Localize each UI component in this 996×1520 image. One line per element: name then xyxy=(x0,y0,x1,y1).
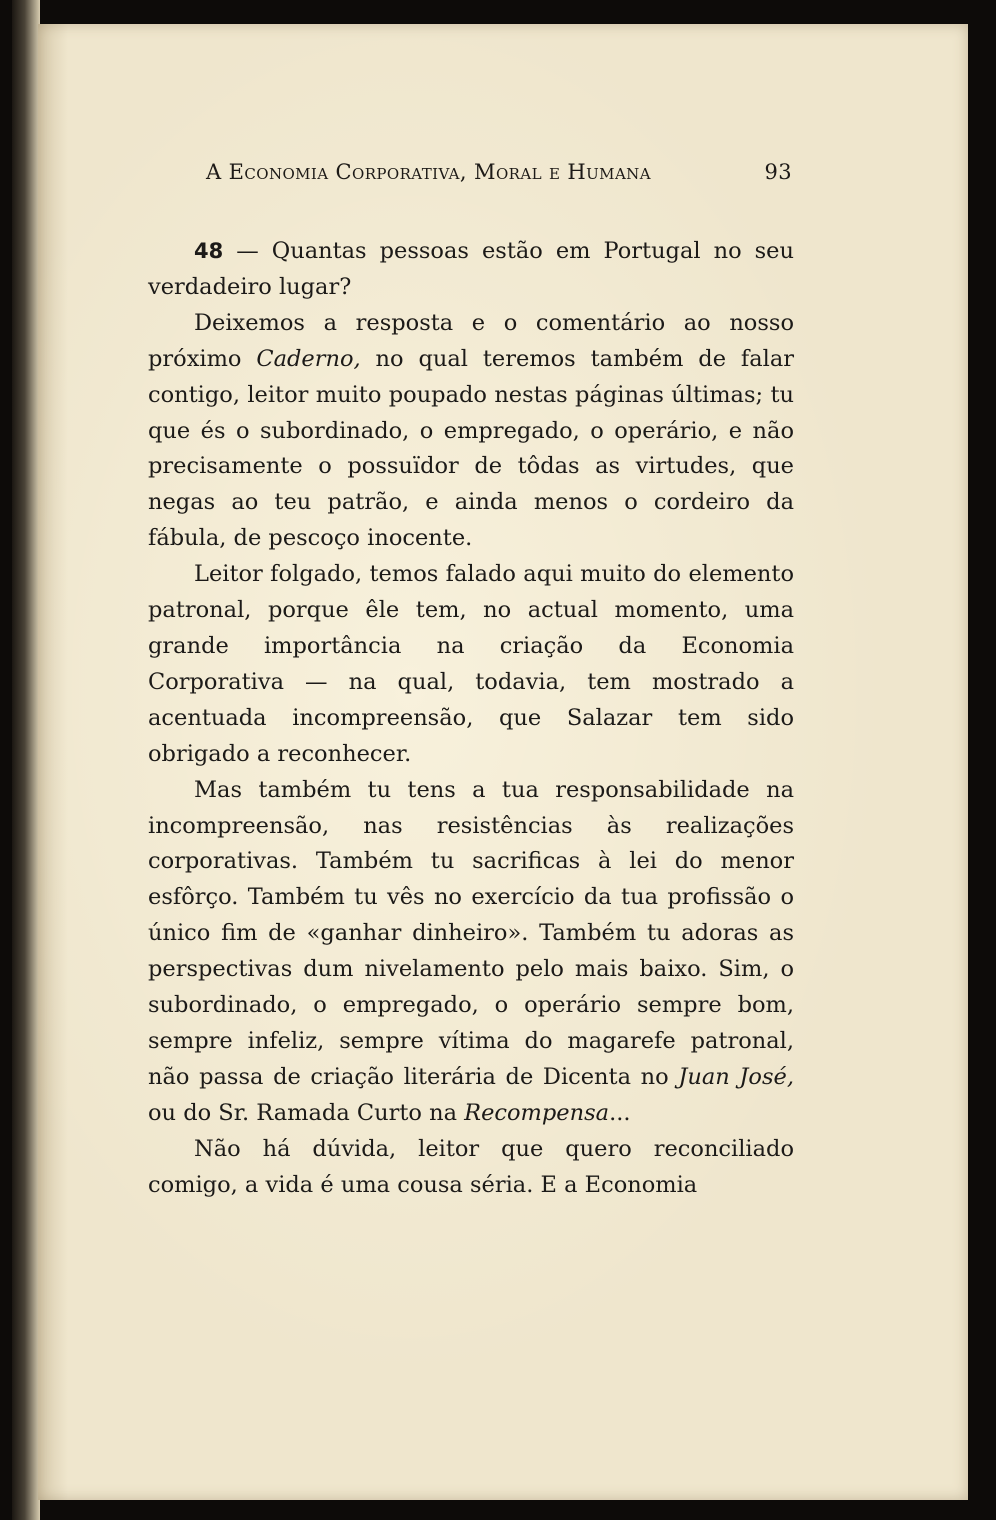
question-paragraph xyxy=(148,234,794,306)
running-header-title: A Economia Corporativa, Moral e Humana xyxy=(206,160,651,184)
page-body-text xyxy=(148,234,794,1203)
paragraph-4: Não há dúvida, leitor que quero reconciliado comigo, a vida é uma cousa séria. E a Economia xyxy=(148,1135,794,1198)
paragraph-3-ellipsis: ... xyxy=(609,1099,631,1126)
paragraph-1-text-b: no qual teremos também de falar contigo, leitor muito poupado nestas páginas últimas; tu que és o subordinado, o empregado, o operário, e não precisamente o possuïdor de tôdas as virtudes, que negas ao teu patrão, e ainda menos o cordeiro da fábula, de pescoço inocente. xyxy=(148,345,795,552)
paragraph-3-text-b: ou do Sr. Ramada Curto na xyxy=(148,1099,465,1126)
paragraph-1 xyxy=(148,306,794,557)
italic-caderno: Caderno, xyxy=(256,345,361,372)
paragraph-1-text-a: Deixemos a resposta e o comentário ao nosso próximo xyxy=(148,309,794,372)
paragraph-3 xyxy=(148,773,794,1132)
italic-juan-jose: Juan José, xyxy=(678,1063,794,1090)
paragraph-2: Leitor folgado, temos falado aqui muito do elemento patronal, porque êle tem, no actual momento, uma grande importância na criação da Economia Corporativa — na qual, todavia, tem mostrado a acentuada incompreensão, que Salazar tem sido obrigado a reconhecer. xyxy=(148,561,794,767)
question-number: 48 xyxy=(194,239,224,263)
italic-recompensa: Recompensa xyxy=(464,1099,610,1126)
paragraph-3-text-a: Mas também tu tens a tua responsabilidade na incompreensão, nas resistências às realizações corporativas. Também tu sacrificas à lei do menor esfôrço. Também tu vês no exercício da tua profissão o único fim de «ganhar dinheiro». Também tu adoras as perspectivas dum nivelamento pelo mais baixo. Sim, o subordinado, o empregado, o operário sempre bom, sempre infeliz, sempre vítima do magarefe patronal, não passa de criação literária de Dicenta no xyxy=(148,776,794,1090)
question-text: — Quantas pessoas estão em Portugal no seu verdadeiro lugar? xyxy=(148,238,794,300)
book-spine-edge xyxy=(12,0,40,1520)
page-number: 93 xyxy=(764,160,792,184)
